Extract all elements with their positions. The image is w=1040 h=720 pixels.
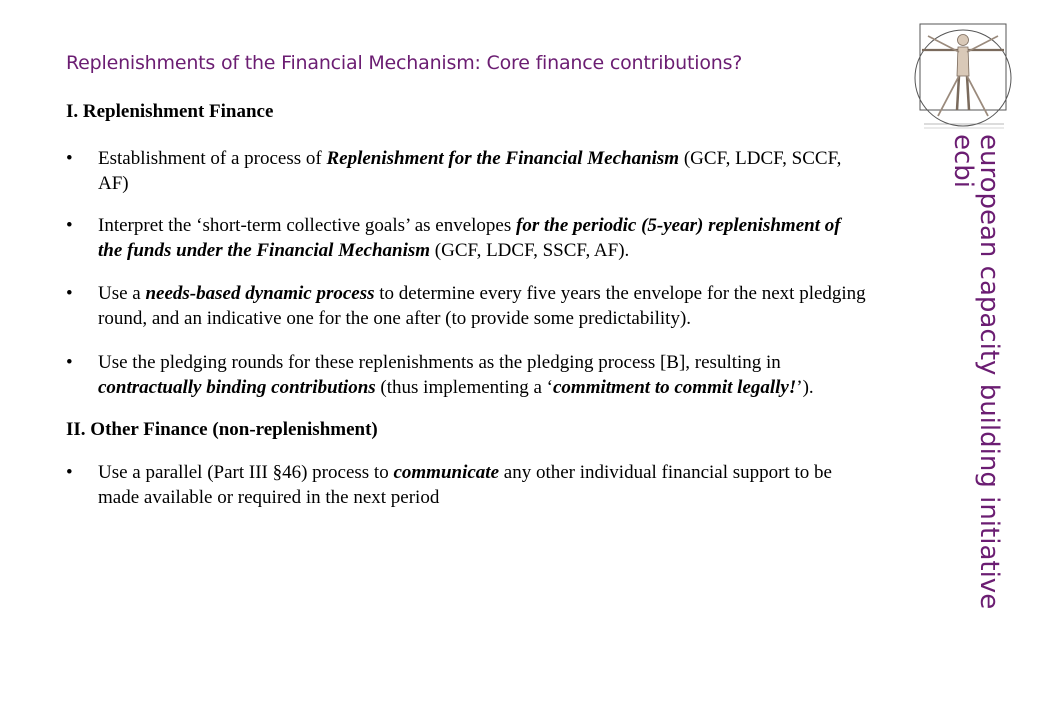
bullet-text: Interpret the ‘short-term collective goals’ as envelopes xyxy=(98,215,517,236)
bullet-emphasis: for the periodic (5-year) replenishment of the funds under the Financial Mechanism xyxy=(98,215,841,261)
bullet-establishment xyxy=(66,146,866,196)
bullet-text: ’). xyxy=(796,377,814,398)
bullet-text: (GCF, LDCF, SCCF, AF) xyxy=(98,148,842,194)
brand-text xyxy=(950,134,1002,609)
bullet-text: (GCF, LDCF, SSCF, AF). xyxy=(430,240,630,261)
bullet-emphasis: needs-based dynamic process xyxy=(145,283,375,304)
bullet-text: Use a xyxy=(98,283,146,304)
slide-content xyxy=(66,99,866,510)
bullet-emphasis: commitment to commit legally! xyxy=(552,377,797,398)
bullet-text: Use a parallel (Part III §46) process to xyxy=(98,462,394,483)
bullet-parallel-process xyxy=(66,460,866,510)
vitruvian-man-icon xyxy=(912,20,1012,138)
brand-name: european capacity building initiative xyxy=(974,134,1004,610)
bullet-pledging-rounds xyxy=(66,350,866,400)
bullet-interpret xyxy=(66,213,866,263)
bullet-text: to determine every five years the envelope for the next pledging round, and an indicative one for the one after (to provide some predictability). xyxy=(98,283,866,329)
section-heading-replenishment: I. Replenishment Finance xyxy=(66,101,274,122)
bullet-emphasis: communicate xyxy=(393,462,500,483)
bullet-text: (thus implementing a ‘ xyxy=(375,377,553,398)
bullet-text: Use the pledging rounds for these replenishments as the pledging process [B], resulting in xyxy=(98,352,781,373)
bullet-emphasis: contractually binding contributions xyxy=(98,377,376,398)
slide-title: Replenishments of the Financial Mechanism: Core finance contributions? xyxy=(66,52,743,74)
bullet-text: Establishment of a process of xyxy=(98,148,327,169)
section-heading-other-finance: II. Other Finance (non-replenishment) xyxy=(66,419,378,440)
bullet-needs-based xyxy=(66,281,866,331)
bullet-emphasis: Replenishment for the Financial Mechanism xyxy=(326,148,680,169)
bullet-text: any other individual financial support to be made available or required in the next period xyxy=(98,462,832,508)
brand-acronym: ecbi xyxy=(948,134,978,189)
